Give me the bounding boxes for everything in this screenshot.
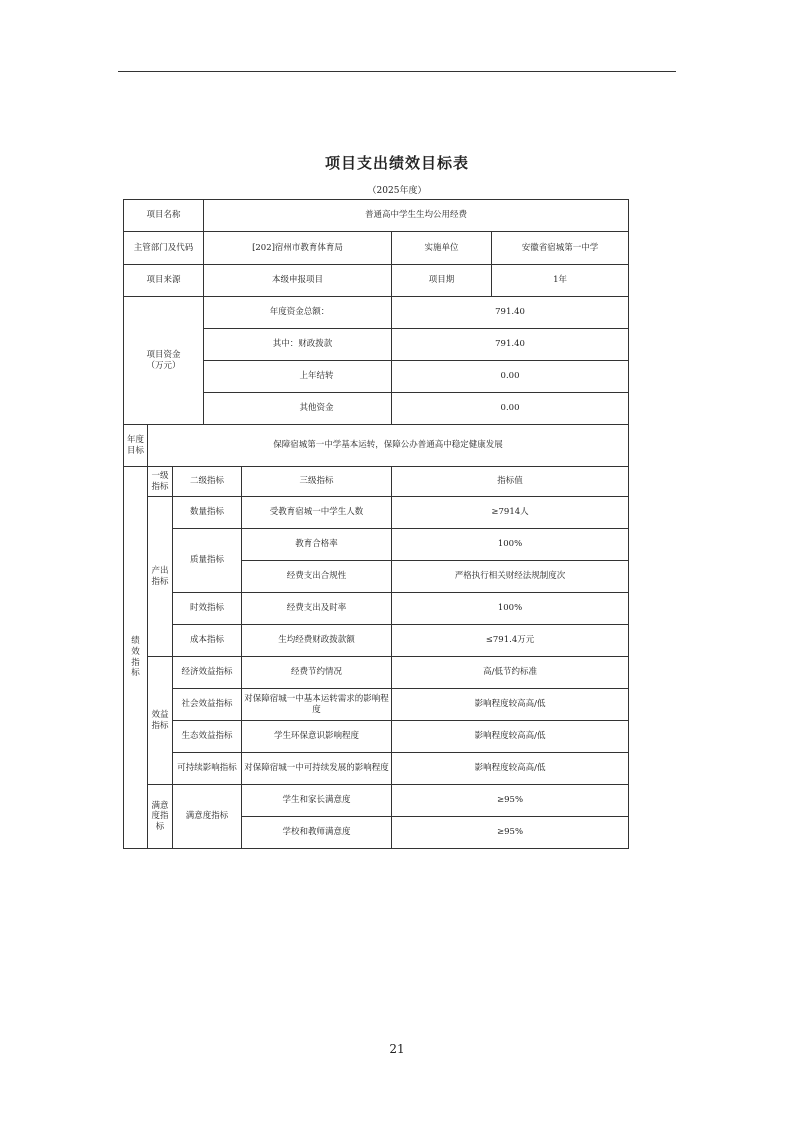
indicator-value: 100% xyxy=(392,529,629,561)
goal-text: 保障宿城第一中学基本运转，保障公办普通高中稳定健康发展 xyxy=(148,425,629,467)
satisfaction-sub-label: 满意度指标 xyxy=(173,785,242,849)
table-row xyxy=(124,689,629,721)
project-name: 普通高中学生生均公用经费 xyxy=(204,200,629,232)
goal-label-text: 年度 目标 xyxy=(126,434,144,456)
impl-label: 实施单位 xyxy=(392,232,492,265)
indicator-value: 高/低节约标准 xyxy=(392,657,629,689)
cost-label: 成本指标 xyxy=(173,625,242,657)
satisfaction-indicator-text: 满意 度指 标 xyxy=(151,800,169,832)
indicator-name: 经费节约情况 xyxy=(242,657,392,689)
table-row xyxy=(124,625,629,657)
performance-table xyxy=(123,199,629,849)
source-label: 项目来源 xyxy=(124,265,204,297)
row-fund-total xyxy=(124,297,629,329)
dept-label: 主管部门及代码 xyxy=(124,232,204,265)
table-row xyxy=(124,593,629,625)
fund-carry-value: 0.00 xyxy=(392,361,629,393)
row-indicator-header xyxy=(124,467,629,497)
indicator-value: ≥7914人 xyxy=(392,497,629,529)
project-name-label: 项目名称 xyxy=(124,200,204,232)
ecological-label: 生态效益指标 xyxy=(173,721,242,753)
year-label: （2025年度） xyxy=(367,186,427,196)
dept-value: [202]宿州市教育体育局 xyxy=(204,232,392,265)
indicator-value: ≥95% xyxy=(392,817,629,849)
indicator-name: 对保障宿城一中基本运转需求的影响程度 xyxy=(242,689,392,721)
indicator-value: 影响程度较高高/低 xyxy=(392,721,629,753)
indicator-value: ≤791.4万元 xyxy=(392,625,629,657)
table-row xyxy=(124,657,629,689)
fund-other-label: 其他资金 xyxy=(204,393,392,425)
social-label: 社会效益指标 xyxy=(173,689,242,721)
row-project-name xyxy=(124,200,629,232)
indicator-value: ≥95% xyxy=(392,785,629,817)
row-dept xyxy=(124,232,629,265)
output-indicator-text: 产出 指标 xyxy=(151,565,169,587)
fund-fiscal-value: 791.40 xyxy=(392,329,629,361)
header-level1 xyxy=(148,467,173,497)
indicator-name: 学生环保意识影响程度 xyxy=(242,721,392,753)
funds-label xyxy=(124,297,204,425)
row-goal xyxy=(124,425,629,467)
table-row xyxy=(124,497,629,529)
source-value: 本级申报项目 xyxy=(204,265,392,297)
table-row xyxy=(124,785,629,817)
indicator-name: 生均经费财政拨款额 xyxy=(242,625,392,657)
fund-carry-label: 上年结转 xyxy=(204,361,392,393)
indicators-section-label xyxy=(124,467,148,849)
period-value: 1年 xyxy=(492,265,629,297)
fund-other-value: 0.00 xyxy=(392,393,629,425)
indicator-value: 影响程度较高高/低 xyxy=(392,753,629,785)
period-label: 项目期 xyxy=(392,265,492,297)
fund-fiscal-label: 其中：财政拨款 xyxy=(204,329,392,361)
timeliness-label: 时效指标 xyxy=(173,593,242,625)
goal-label xyxy=(124,425,148,467)
table-row xyxy=(124,529,629,561)
page-number: 21 xyxy=(389,1042,405,1056)
quality-label: 质量指标 xyxy=(173,529,242,593)
indicators-section-text: 绩 效 指 标 xyxy=(131,636,140,679)
fund-total-label: 年度资金总额： xyxy=(204,297,392,329)
funds-label-text: 项目资金 （万元） xyxy=(146,349,181,371)
page-title: 项目支出绩效目标表 xyxy=(324,154,469,172)
table-row xyxy=(124,753,629,785)
benefit-indicator-label xyxy=(148,657,173,785)
indicator-name: 教育合格率 xyxy=(242,529,392,561)
output-indicator-label xyxy=(148,497,173,657)
indicator-value: 100% xyxy=(392,593,629,625)
indicator-name: 经费支出合规性 xyxy=(242,561,392,593)
benefit-indicator-text: 效益 指标 xyxy=(151,709,169,731)
fund-total-value: 791.40 xyxy=(392,297,629,329)
sustainable-label: 可持续影响指标 xyxy=(173,753,242,785)
row-source xyxy=(124,265,629,297)
quantity-label: 数量指标 xyxy=(173,497,242,529)
impl-value: 安徽省宿城第一中学 xyxy=(492,232,629,265)
indicator-name: 经费支出及时率 xyxy=(242,593,392,625)
header-level1-text: 一级 指标 xyxy=(151,470,169,492)
indicator-name: 学校和教师满意度 xyxy=(242,817,392,849)
indicator-value: 严格执行相关财经法规制度次 xyxy=(392,561,629,593)
header-value: 指标值 xyxy=(392,467,629,497)
header-level2: 二级指标 xyxy=(173,467,242,497)
indicator-value: 影响程度较高高/低 xyxy=(392,689,629,721)
indicator-name: 学生和家长满意度 xyxy=(242,785,392,817)
indicator-name: 受教育宿城一中学生人数 xyxy=(242,497,392,529)
satisfaction-indicator-label xyxy=(148,785,173,849)
indicator-name: 对保障宿城一中可持续发展的影响程度 xyxy=(242,753,392,785)
economic-label: 经济效益指标 xyxy=(173,657,242,689)
table-row xyxy=(124,721,629,753)
header-rule xyxy=(118,71,676,72)
header-level3: 三级指标 xyxy=(242,467,392,497)
